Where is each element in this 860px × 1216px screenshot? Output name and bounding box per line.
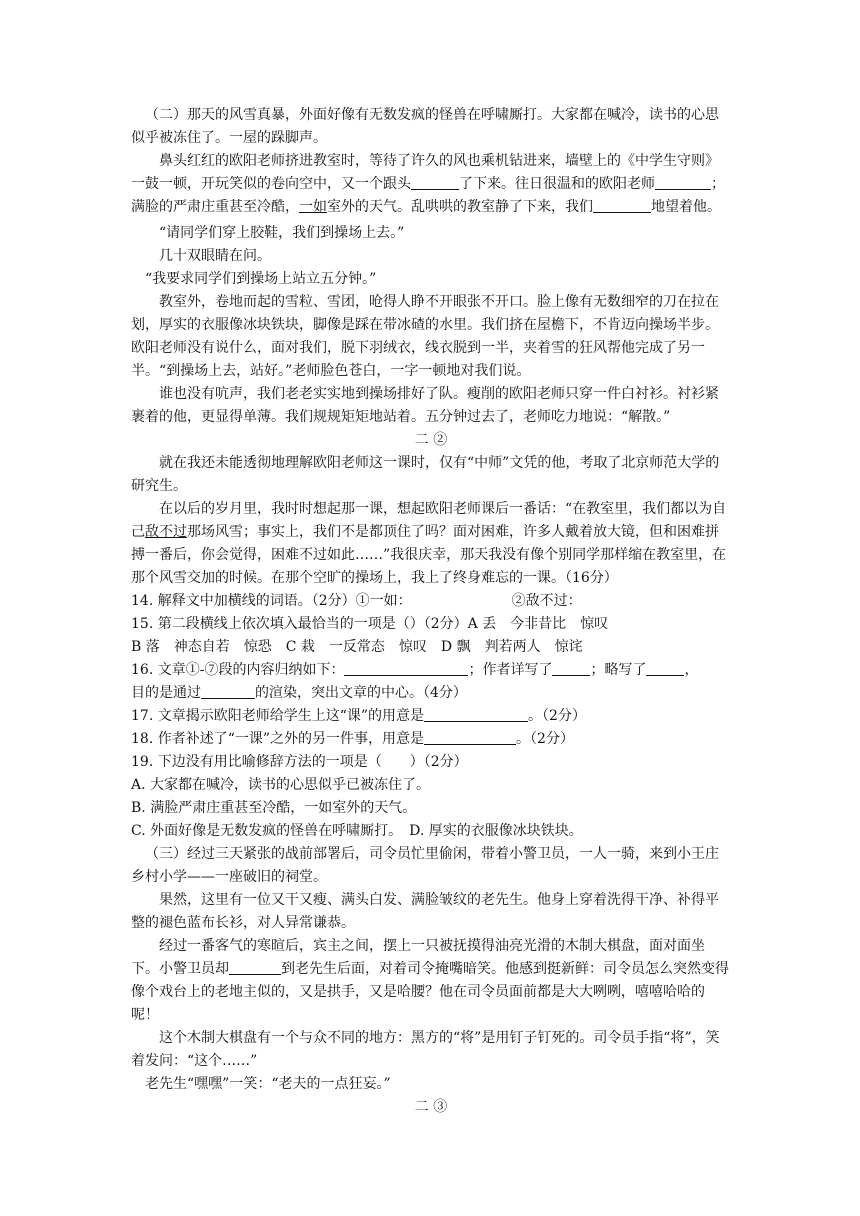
- underlined-word-dibuguo: 敌不过: [145, 524, 187, 540]
- fill-blank-3[interactable]: [593, 198, 651, 213]
- document-body: [131, 104, 731, 1119]
- passage2-paragraph-2: 鼻头红红的欧阳老师挤进教室时，等待了许久的风也乘机钻进来，墙壁上的《中学生守则》一鼓一顿，开玩笑似的卷向空中，又一个跟头 了下来。往日很温和的欧阳老师 ；满脸的严肃庄重甚至冷酷，一如室外的天气。乱哄哄的教室静了下来，我们 地望着他。: [131, 153, 725, 215]
- question-14: 14. 解释文中加横线的词语。（2分）①一如： ②敌不过：: [131, 593, 582, 609]
- passage2-paragraph-5: “我要求同学们到操场上站立五分钟。”: [145, 271, 377, 287]
- underlined-word-yiru: 一如: [299, 199, 327, 215]
- q16-blank-3[interactable]: [646, 661, 684, 676]
- question-17: 17. 文章揭示欧阳老师给学生上这“课”的用意是 。（2分）: [131, 708, 586, 724]
- passage3-paragraph-5: 老先生“嘿嘿”一笑：“老夫的一点狂妄。”: [145, 1076, 391, 1092]
- question-15-line-1: 15. 第二段横线上依次填入最恰当的一项是（）（2分）A 丢 今非昔比 惊叹: [131, 616, 609, 632]
- q16-blank-2[interactable]: [552, 661, 590, 676]
- question-19-option-a: A. 大家都在喊冷，读书的心思似乎已被冻住了。: [131, 777, 431, 793]
- passage3-paragraph-3: 经过一番客气的寒暄后，宾主之间，摆上一只被抚摸得油亮光滑的木制大棋盘，面对面坐下。小警卫员却 到老先生后面，对着司令掩嘴暗笑。他感到挺新鲜：司令员怎么突然变得像个戏台上的老地主似的，又是拱手，又是哈腰？他在司令员面前都是大大咧咧，嘻嘻哈哈的呢！: [131, 938, 729, 1023]
- passage2-paragraph-1: （二）那天的风雪真暴，外面好像有无数发疯的怪兽在呼啸厮打。大家都在喊冷，读书的心思似乎被冻住了。一屋的跺脚声。: [131, 107, 719, 146]
- q17-blank[interactable]: [424, 707, 528, 722]
- q18-blank[interactable]: [424, 730, 516, 745]
- q16-blank-4[interactable]: [201, 684, 255, 699]
- passage2-paragraph-4: 几十双眼睛在问。: [159, 248, 271, 264]
- question-16-line-2: 目的是通过 的渲染，突出文章的中心。（4分）: [131, 685, 467, 701]
- passage3-paragraph-4: 这个木制大棋盘有一个与众不同的地方：黑方的“将”是用钉子钉死的。司令员手指“将”，笑着发问：“这个……”: [131, 1030, 720, 1069]
- question-15-line-2: B 落 神态自若 惊恐 C 栽 一反常态 惊叹 D 飘 判若两人 惊诧: [131, 639, 583, 655]
- fill-blank-2[interactable]: [655, 175, 711, 190]
- passage2-paragraph-6: 教室外，卷地而起的雪粒、雪团，呛得人睁不开眼张不开口。脸上像有无数细窄的刀在拉在划，厚实的衣服像冰块铁块，脚像是踩在带冰碴的水里。我们挤在屋檐下，不肯迈向操场半步。欧阳老师没有说什么，面对我们，脱下羽绒衣，线衣脱到一半，夹着雪的狂风帮他完成了另一半。“到操场上去，站好。”老师脸色苍白，一字一顿地对我们说。: [131, 294, 719, 379]
- question-18: 18. 作者补述了“一课”之外的另一件事，用意是 。（2分）: [131, 731, 574, 747]
- page-marker-2: 二 ②: [414, 432, 448, 448]
- passage3-fill-blank[interactable]: [229, 960, 281, 975]
- page-marker-3: 二 ③: [414, 1099, 448, 1115]
- question-19-option-c-d: C. 外面好像是无数发疯的怪兽在呼啸厮打。 D. 厚实的衣服像冰块铁块。: [131, 823, 583, 839]
- fill-blank-1[interactable]: [411, 175, 459, 190]
- passage2-paragraph-3: “请同学们穿上胶鞋，我们到操场上去。”: [159, 225, 405, 241]
- question-19: 19. 下边没有用比喻修辞方法的一项是（ ）（2分）: [131, 754, 468, 770]
- question-19-option-b: B. 满脸严肃庄重甚至冷酷，一如室外的天气。: [131, 800, 417, 816]
- passage3-paragraph-2: 果然，这里有一位又干又瘦、满头白发、满脸皱纹的老先生。他身上穿着洗得干净、补得平整的褪色蓝布长衫，对人异常谦恭。: [131, 892, 719, 931]
- question-16: 16. 文章①-⑦段的内容归纳如下： ；作者详写了 ；略写了 ，: [131, 662, 699, 678]
- passage2-paragraph-9: 在以后的岁月里，我时时想起那一课，想起欧阳老师课后一番话：“在教室里，我们都以为自己敌不过那场风雪；事实上，我们不是都顶住了吗？面对困难，许多人戴着放大镜，但和困难拼搏一番后，你会觉得，困难不过如此……”我很庆幸，那天我没有像个别同学那样缩在教室里，在那个风雪交加的时候。在那个空旷的操场上，我上了终身难忘的一课。（16分）: [131, 501, 727, 586]
- q16-blank-1[interactable]: [344, 661, 468, 676]
- passage2-paragraph-7: 谁也没有吭声，我们老老实实地到操场排好了队。瘦削的欧阳老师只穿一件白衬衫。衬衫紧裹着的他，更显得单薄。我们规规矩矩地站着。五分钟过去了，老师吃力地说：“解散。”: [131, 386, 719, 425]
- passage3-paragraph-1: （三）经过三天紧张的战前部署后，司令员忙里偷闲，带着小警卫员，一人一骑，来到小王庄乡村小学——一座破旧的祠堂。: [131, 846, 719, 885]
- passage2-paragraph-8: 就在我还未能透彻地理解欧阳老师这一课时，仅有“中师”文凭的他，考取了北京师范大学的研究生。: [131, 455, 720, 494]
